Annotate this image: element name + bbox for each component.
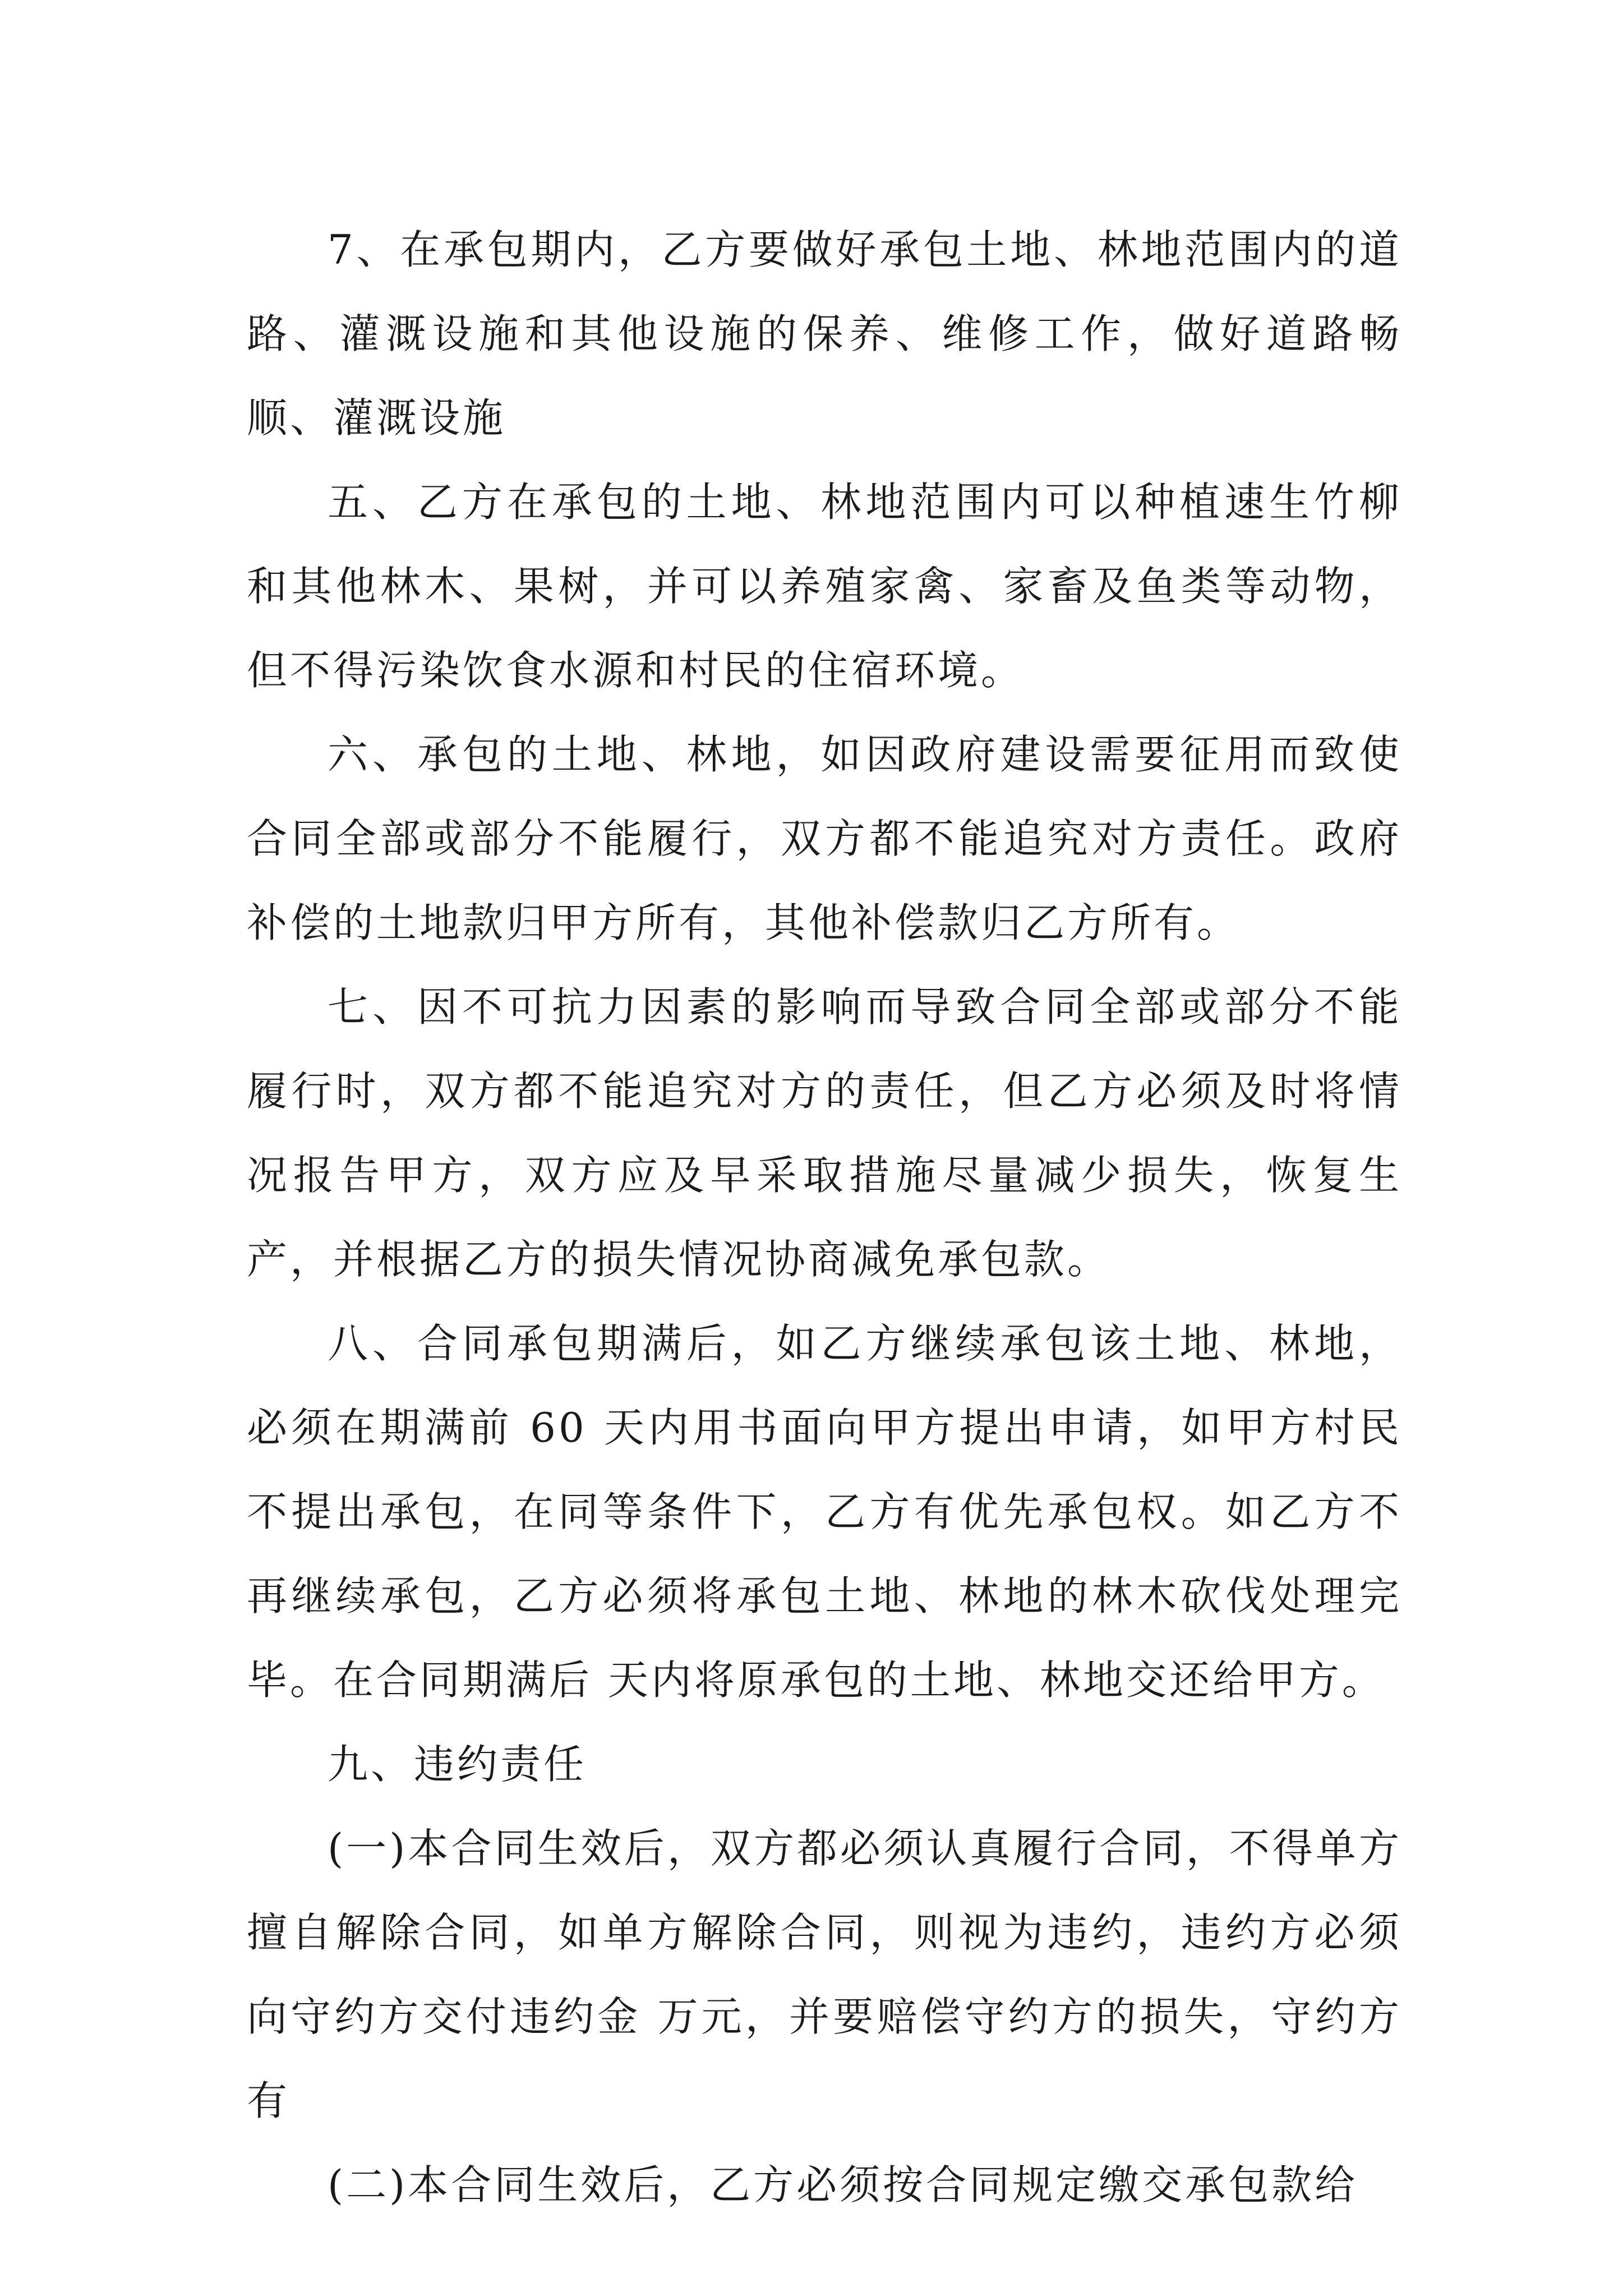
paragraph-clause-7: 7、在承包期内，乙方要做好承包土地、林地范围内的道路、灌溉设施和其他设施的保养、维修工作，做好道路畅顺、灌溉设施 [247,226,1402,441]
paragraph-breach-1: (一)本合同生效后，双方都必须认真履行合同，不得单方擅自解除合同，如单方解除合同，则视为违约，违约方必须向守约方交付违约金 万元，并要赔偿守约方的损失，守约方有 [247,1825,1402,2124]
paragraph-clause-6: 六、承包的土地、林地，如因政府建设需要征用而致使合同全部或部分不能履行，双方都不能追究对方责任。政府补偿的土地款归甲方所有，其他补偿款归乙方所有。 [247,731,1402,946]
document-body [247,208,1402,2227]
paragraph-clause-7-force-majeure: 七、因不可抗力因素的影响而导致合同全部或部分不能履行时，双方都不能追究对方的责任，但乙方必须及时将情况报告甲方，双方应及早采取措施尽量减少损失，恢复生产，并根据乙方的损失情况协商减免承包款。 [247,983,1402,1283]
paragraph-clause-5: 五、乙方在承包的土地、林地范围内可以种植速生竹柳和其他林木、果树，并可以养殖家禽、家畜及鱼类等动物，但不得污染饮食水源和村民的住宿环境。 [247,478,1402,694]
section-heading-breach: 九、违约责任 [328,1741,587,1788]
paragraph-clause-8: 八、合同承包期满后，如乙方继续承包该土地、林地，必须在期满前 60 天内用书面向甲方提出申请，如甲方村民不提出承包，在同等条件下，乙方有优先承包权。如乙方不再继续承包，乙方必须将承包土地、林地的林木砍伐处理完毕。在合同期满后 天内将原承包的土地、林地交还给甲方。 [247,1320,1402,1704]
paragraph-breach-2: (二)本合同生效后，乙方必须按合同规定缴交承包款给 [328,2161,1358,2208]
